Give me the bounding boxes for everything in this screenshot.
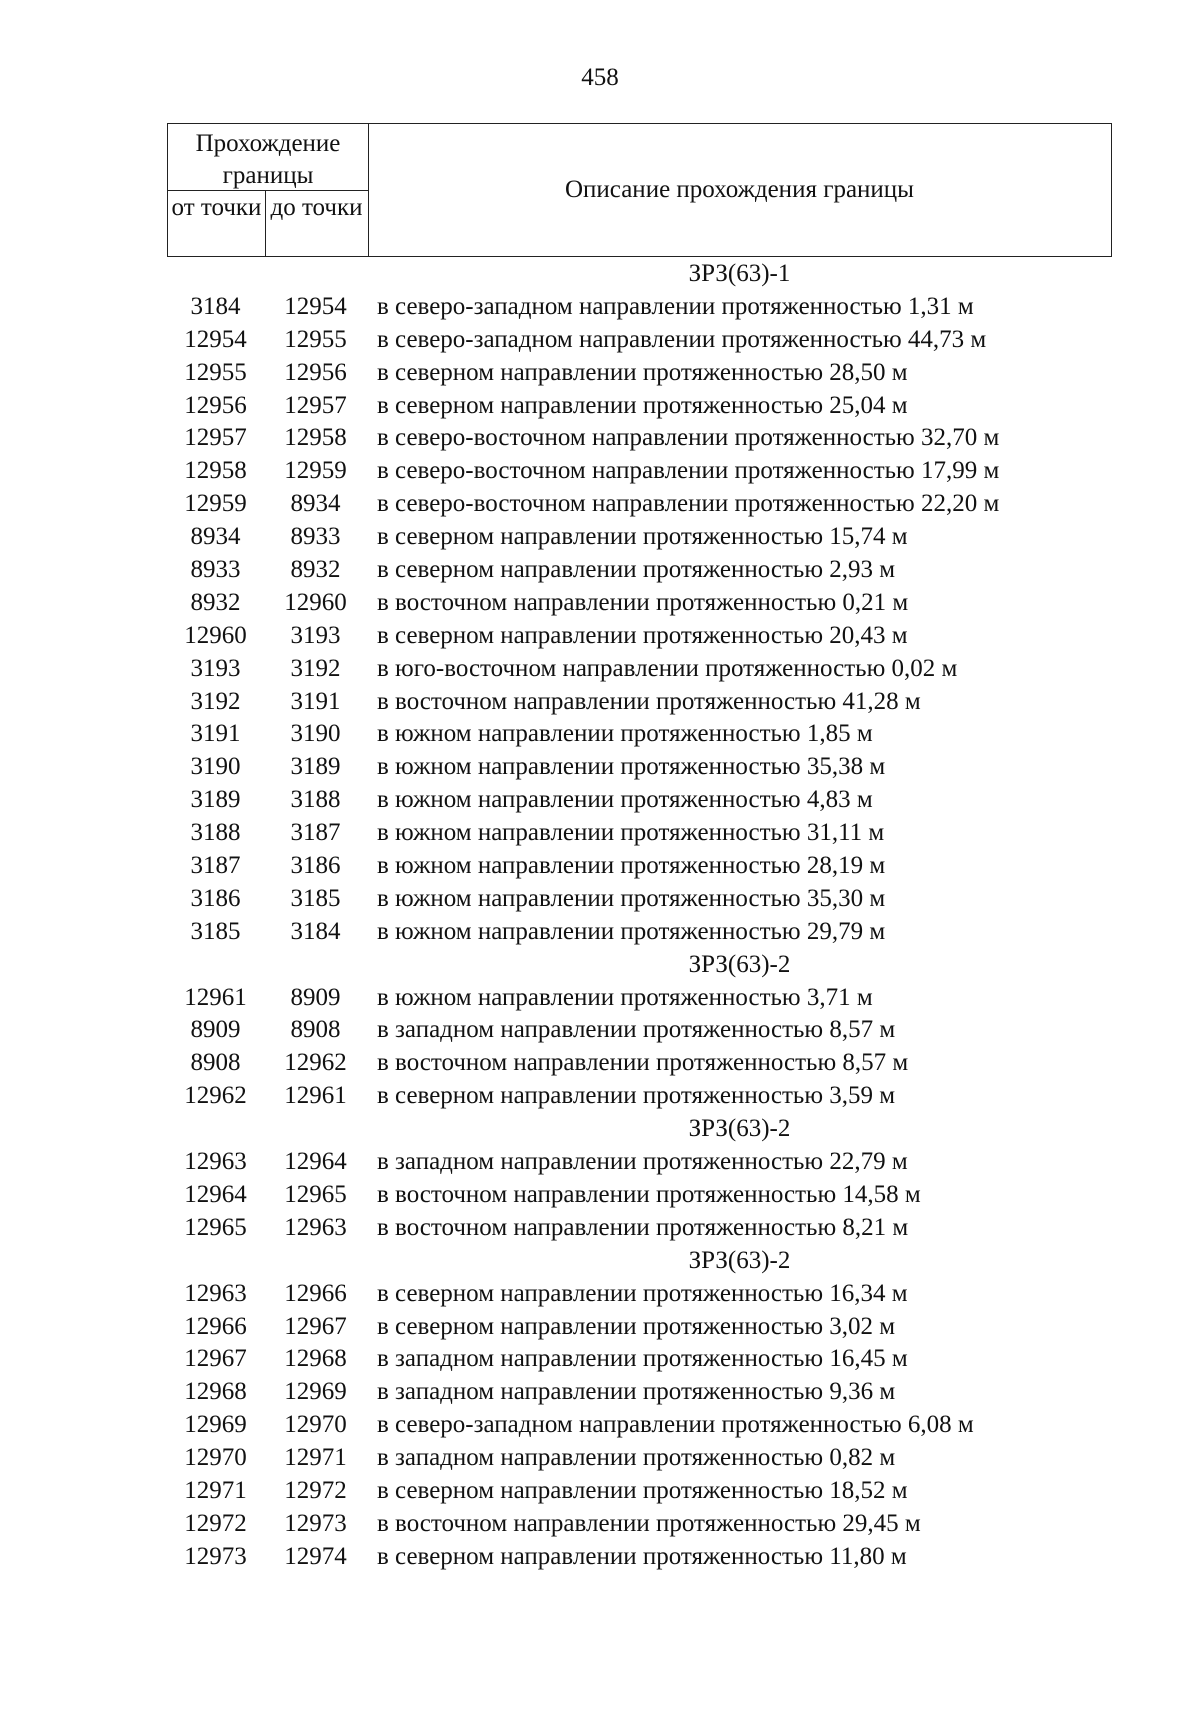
table-row <box>167 1212 1112 1245</box>
to-point: 3189 <box>290 753 341 781</box>
to-point: 8909 <box>290 983 341 1011</box>
to-point: 8934 <box>290 490 341 518</box>
to-point: 8933 <box>290 523 341 551</box>
description: в южном направлении протяженностью 3,71 м <box>377 983 873 1011</box>
table-row <box>167 916 1112 949</box>
section-title: ЗРЗ(63)-2 <box>688 950 791 978</box>
from-point: 12968 <box>184 1378 247 1406</box>
description: в южном направлении протяженностью 31,11 м <box>377 819 885 847</box>
from-point: 12966 <box>184 1312 247 1340</box>
description: в восточном направлении протяженностью 8,57 м <box>377 1049 909 1077</box>
to-point: 8932 <box>290 556 341 584</box>
from-point: 12959 <box>184 490 247 518</box>
from-point: 12961 <box>184 983 247 1011</box>
table-row <box>167 817 1112 850</box>
table-row <box>167 718 1112 751</box>
to-point: 3190 <box>290 720 341 748</box>
to-point: 12965 <box>284 1180 347 1208</box>
from-point: 12960 <box>184 621 247 649</box>
header-from-label: от точки <box>171 194 262 221</box>
from-point: 3186 <box>190 884 241 912</box>
from-point: 12971 <box>184 1476 247 1504</box>
section-title: ЗРЗ(63)-2 <box>688 1115 791 1143</box>
from-point: 3184 <box>190 292 241 320</box>
table-row <box>167 390 1112 423</box>
header-group-label: Прохождение границы <box>195 130 341 189</box>
table-row <box>167 1475 1112 1508</box>
from-point: 12967 <box>184 1345 247 1373</box>
to-point: 3187 <box>290 819 341 847</box>
description: в юго-восточном направлении протяженностью 0,02 м <box>377 654 958 682</box>
description: в западном направлении протяженностью 0,82 м <box>377 1444 896 1472</box>
to-point: 12962 <box>284 1049 347 1077</box>
table-row <box>167 1179 1112 1212</box>
description: в южном направлении протяженностью 1,85 м <box>377 720 873 748</box>
table-row <box>167 1080 1112 1113</box>
from-point: 8934 <box>190 523 241 551</box>
table-row <box>167 291 1112 324</box>
description: в северном направлении протяженностью 18,52 м <box>377 1476 908 1504</box>
table-row <box>167 1146 1112 1179</box>
description: в северном направлении протяженностью 3,59 м <box>377 1082 896 1110</box>
table-row <box>167 1278 1112 1311</box>
from-point: 12954 <box>184 325 247 353</box>
header-to-label: до точки <box>270 194 363 221</box>
table-row <box>167 1508 1112 1541</box>
to-point: 12961 <box>284 1082 347 1110</box>
from-point: 3187 <box>190 852 241 880</box>
to-point: 12960 <box>284 588 347 616</box>
to-point: 12954 <box>284 292 347 320</box>
table-row <box>167 620 1112 653</box>
to-point: 3192 <box>290 654 341 682</box>
description: в северо-западном направлении протяженностью 1,31 м <box>377 292 974 320</box>
table-row <box>167 883 1112 916</box>
table-row <box>167 554 1112 587</box>
description: в восточном направлении протяженностью 41,28 м <box>377 687 921 715</box>
from-point: 3189 <box>190 786 241 814</box>
table-row <box>167 653 1112 686</box>
to-point: 12966 <box>284 1279 347 1307</box>
from-point: 3191 <box>190 720 241 748</box>
to-point: 12972 <box>284 1476 347 1504</box>
to-point: 12971 <box>284 1444 347 1472</box>
description: в северном направлении протяженностью 2,93 м <box>377 556 896 584</box>
table-row <box>167 1541 1112 1574</box>
table-row <box>167 324 1112 357</box>
to-point: 12970 <box>284 1411 347 1439</box>
from-point: 12969 <box>184 1411 247 1439</box>
from-point: 12965 <box>184 1213 247 1241</box>
table-row <box>167 1409 1112 1442</box>
to-point: 12974 <box>284 1542 347 1570</box>
from-point: 3190 <box>190 753 241 781</box>
table-row <box>167 751 1112 784</box>
description: в северном направлении протяженностью 3,02 м <box>377 1312 896 1340</box>
to-point: 8908 <box>290 1016 341 1044</box>
table-row <box>167 1047 1112 1080</box>
description: в северо-западном направлении протяженностью 44,73 м <box>377 325 987 353</box>
from-point: 12962 <box>184 1082 247 1110</box>
to-point: 3184 <box>290 917 341 945</box>
description: в северном направлении протяженностью 16,34 м <box>377 1279 908 1307</box>
description: в западном направлении протяженностью 22,79 м <box>377 1148 908 1176</box>
table-row <box>167 1376 1112 1409</box>
to-point: 12956 <box>284 358 347 386</box>
from-point: 3193 <box>190 654 241 682</box>
to-point: 12967 <box>284 1312 347 1340</box>
description: в южном направлении протяженностью 29,79 м <box>377 917 886 945</box>
from-point: 8908 <box>190 1049 241 1077</box>
description: в южном направлении протяженностью 35,38 м <box>377 753 886 781</box>
to-point: 12957 <box>284 391 347 419</box>
description: в южном направлении протяженностью 4,83 м <box>377 786 873 814</box>
from-point: 12957 <box>184 424 247 452</box>
from-point: 12963 <box>184 1148 247 1176</box>
description: в восточном направлении протяженностью 14,58 м <box>377 1180 921 1208</box>
description: в северо-восточном направлении протяженностью 22,20 м <box>377 490 1000 518</box>
from-point: 12964 <box>184 1180 247 1208</box>
to-point: 12973 <box>284 1509 347 1537</box>
to-point: 3188 <box>290 786 341 814</box>
description: в северном направлении протяженностью 20,43 м <box>377 621 908 649</box>
table-body <box>167 258 1112 1574</box>
description: в западном направлении протяженностью 8,57 м <box>377 1016 896 1044</box>
table-row <box>167 850 1112 883</box>
table-row <box>167 357 1112 390</box>
description: в восточном направлении протяженностью 29,45 м <box>377 1509 921 1537</box>
to-point: 3186 <box>290 852 341 880</box>
to-point: 12964 <box>284 1148 347 1176</box>
section-title: ЗРЗ(63)-2 <box>688 1246 791 1274</box>
description: в западном направлении протяженностью 16,45 м <box>377 1345 908 1373</box>
table-row <box>167 488 1112 521</box>
description: в северо-восточном направлении протяженностью 32,70 м <box>377 424 1000 452</box>
section-title: ЗРЗ(63)-1 <box>688 260 791 287</box>
from-point: 8933 <box>190 556 241 584</box>
table-row <box>167 422 1112 455</box>
from-point: 12963 <box>184 1279 247 1307</box>
table-row <box>167 1311 1112 1344</box>
table-row <box>167 1343 1112 1376</box>
to-point: 12968 <box>284 1345 347 1373</box>
table-row <box>167 587 1112 620</box>
to-point: 12958 <box>284 424 347 452</box>
description: в северном направлении протяженностью 11,80 м <box>377 1542 907 1570</box>
to-point: 12955 <box>284 325 347 353</box>
table-header <box>167 123 1112 257</box>
table-row <box>167 686 1112 719</box>
description: в северо-западном направлении протяженностью 6,08 м <box>377 1411 974 1439</box>
table-row <box>167 521 1112 554</box>
to-point: 12959 <box>284 457 347 485</box>
from-point: 12972 <box>184 1509 247 1537</box>
from-point: 12973 <box>184 1542 247 1570</box>
from-point: 12958 <box>184 457 247 485</box>
from-point: 3192 <box>190 687 241 715</box>
page-number: 458 <box>581 64 619 91</box>
from-point: 3185 <box>190 917 241 945</box>
description: в северном направлении протяженностью 25,04 м <box>377 391 908 419</box>
from-point: 12970 <box>184 1444 247 1472</box>
description: в восточном направлении протяженностью 8,21 м <box>377 1213 909 1241</box>
table-row <box>167 455 1112 488</box>
description: в западном направлении протяженностью 9,36 м <box>377 1378 896 1406</box>
from-point: 8909 <box>190 1016 241 1044</box>
from-point: 12955 <box>184 358 247 386</box>
to-point: 12969 <box>284 1378 347 1406</box>
from-point: 3188 <box>190 819 241 847</box>
table-row <box>167 1442 1112 1475</box>
description: в северном направлении протяженностью 15,74 м <box>377 523 908 551</box>
to-point: 3185 <box>290 884 341 912</box>
description: в северо-восточном направлении протяженностью 17,99 м <box>377 457 1000 485</box>
table-row <box>167 982 1112 1015</box>
description: в южном направлении протяженностью 28,19 м <box>377 852 886 880</box>
to-point: 3191 <box>290 687 341 715</box>
to-point: 3193 <box>290 621 341 649</box>
from-point: 8932 <box>190 588 241 616</box>
description: в восточном направлении протяженностью 0,21 м <box>377 588 909 616</box>
table-row <box>167 784 1112 817</box>
description: в северном направлении протяженностью 28,50 м <box>377 358 908 386</box>
table-row <box>167 1014 1112 1047</box>
description: в южном направлении протяженностью 35,30 м <box>377 884 886 912</box>
header-description-label: Описание прохождения границы <box>565 176 914 203</box>
to-point: 12963 <box>284 1213 347 1241</box>
from-point: 12956 <box>184 391 247 419</box>
